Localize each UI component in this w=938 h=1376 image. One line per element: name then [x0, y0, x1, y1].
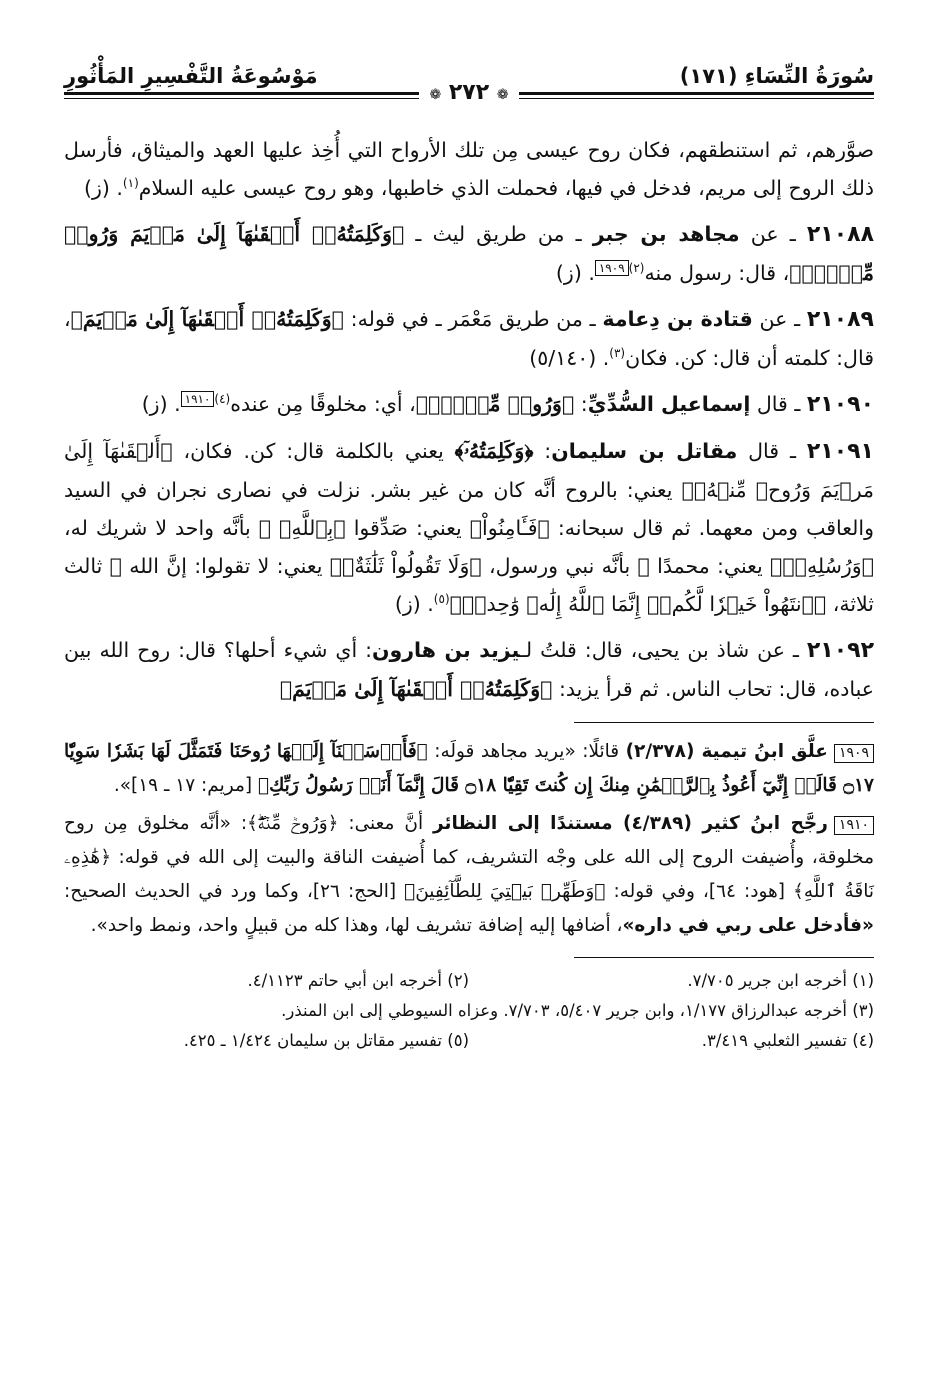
narration-21089: ٢١٠٨٩ ـ عن قتادة بن دِعامة ـ من طريق مَعْمَر ـ في قوله: ﴿وَكَلِمَتُهُۥٓ أَلۡقَىٰهَآ إِلَىٰ مَرۡيَمَ﴾، قال: كلمته أن قال: كن. فكان$^{(٣)}$. (٥/١٤٠): [64, 307, 874, 370]
quran-verse: ﴿وَكَلِمَتُهُۥٓ أَلۡقَىٰهَآ إِلَىٰ مَرۡيَمَ وَرُوحٞ مِّنۡهُۖ﴾: [64, 222, 874, 285]
footnote-separator: [574, 957, 874, 958]
commentary-ref-box: ١٩٠٩: [595, 260, 629, 276]
footnotes: [64, 966, 874, 1056]
commentary-number-box: ١٩٠٩: [834, 744, 874, 763]
footnote-row: [64, 1026, 874, 1056]
page-number-box: [419, 80, 518, 105]
narrator-name: إسماعيل السُّدِّيِّ: [587, 392, 751, 416]
narration-number: ٢١٠٨٩: [806, 307, 874, 332]
header-rule: [64, 80, 874, 105]
ornament-icon: ❁: [496, 87, 509, 103]
footnote-row: [64, 966, 874, 996]
narration-21088: ٢١٠٨٨ ـ عن مجاهد بن جبر ـ من طريق ليث ـ ﴿وَكَلِمَتُهُۥٓ أَلۡقَىٰهَآ إِلَىٰ مَرۡيَمَ وَرُوحٞ مِّنۡهُۖ﴾، قال: رسول منه$^{(٢)}$١٩٠٩. (ز): [64, 222, 874, 285]
footnote-2: (٢) أخرجه ابن أبي حاتم ٤/١١٢٣.: [247, 971, 469, 990]
commentary-lead: رجَّح ابنُ كثير (٤/٣٨٩) مستندًا إلى النظائر: [433, 813, 828, 834]
quran-verse: ﴿وَكَلِمَتُهُۥٓ﴾: [454, 439, 534, 463]
footnote-3: (٣) أخرجه عبدالرزاق ١/١٧٧، وابن جرير ٥/٤٠٧، ٧/٧٠٣. وعزاه السيوطي إلى ابن المنذر.: [281, 1001, 874, 1020]
narration-number: ٢١٠٩١: [806, 439, 874, 464]
narrator-name: يزيد بن هارون: [372, 638, 520, 662]
quran-verse: ﴿وَرُوحٞ مِّنۡهُۖ﴾: [415, 392, 575, 416]
page-number: ٢٧٢: [448, 80, 490, 105]
ornament-icon: ❁: [429, 87, 442, 103]
footnote-4: (٤) تفسير الثعلبي ٣/٤١٩.: [701, 1031, 874, 1050]
book-title: مَوْسُوعَةُ التَّفْسِيرِ المَأْثُورِ: [64, 64, 318, 88]
quran-verse: ﴿وَكَلِمَتُهُۥٓ أَلۡقَىٰهَآ إِلَىٰ مَرۡيَمَ﴾: [70, 307, 344, 331]
narrator-name: مجاهد بن جبر: [592, 222, 740, 246]
narration-21090: ٢١٠٩٠ ـ قال إسماعيل السُّدِّيِّ: ﴿وَرُوحٞ مِّنۡهُۖ﴾، أي: مخلوقًا مِن عنده$^{(٤)}$١٩١٠. (ز): [141, 392, 874, 417]
commentary-ref-box: ١٩١٠: [181, 391, 215, 407]
quran-verse: ﴿فَأَرۡسَلۡنَآ إِلَيۡهَا رُوحَنَا فَتَمَثَّلَ لَهَا بَشَرٗا سَوِيّٗا ۝١٧ قَالَتۡ إِنِّيٓ أَعُوذُ بِٱلرَّحۡمَٰنِ مِنكَ إِن كُنتَ تَقِيّٗا ۝١٨ قَالَ إِنَّمَآ أَنَا۠ رَسُولُ رَبِّكِ﴾: [64, 741, 874, 796]
footnote-5: (٥) تفسير مقاتل بن سليمان ١/٤٢٤ ـ ٤٢٥.: [183, 1031, 469, 1050]
narrator-name: قتادة بن دِعامة: [602, 307, 753, 331]
commentary-section: [64, 735, 874, 943]
narration-21091: ٢١٠٩١ ـ قال مقاتل بن سليمان: ﴿وَكَلِمَتُهُۥٓ﴾ يعني بالكلمة قال: كن. فكان، ﴿أَلۡقَىٰهَآ إِلَىٰ مَرۡيَمَ وَرُوحٞ مِّنۡهُۖ﴾ يعني: بالروح أنَّه كان من غير بشر. نزلت في نصارى نجران في السيد والعاقب ومن معهما. ثم قال سبحانه: ﴿فَـَٔامِنُواْ﴾ يعني: صَدِّقوا ﴿بِٱللَّهِ﴾ ﷻ بأنَّه واحد لا شريك له، ﴿وَرُسُلِهِۦۖ﴾ يعني: محمدًا ﷺ بأنَّه نبي ورسول، ﴿وَلَا تَقُولُواْ ثَلَٰثَةٌۚ﴾ يعني: لا تقولوا: إنَّ الله ﷻ ثالث ثلاثة، ﴿ٱنتَهُواْ خَيۡرٗا لَّكُمۡۚ إِنَّمَا ٱللَّهُ إِلَٰهٞ وَٰحِدٞۖ﴾$^{(٥)}$. (ز): [64, 439, 874, 616]
commentary-separator: [574, 722, 874, 723]
narration-21092: ٢١٠٩٢ ـ عن شاذ بن يحيى، قال: قلتُ لـيزيد بن هارون: أي شيء أحلها؟ قال: روح الله بين عباده، قال: تحاب الناس. ثم قرأ يزيد: ﴿وَكَلِمَتُهُۥٓ أَلۡقَىٰهَآ إِلَىٰ مَرۡيَمَ﴾: [64, 638, 874, 701]
main-text: [64, 131, 874, 708]
narration-number: ٢١٠٩٠: [806, 392, 874, 417]
footnote-1: (١) أخرجه ابن جرير ٧/٧٠٥.: [687, 971, 874, 990]
narration-number: ٢١٠٨٨: [806, 222, 874, 247]
narration-number: ٢١٠٩٢: [806, 638, 874, 663]
quran-verse: ﴿وَكَلِمَتُهُۥٓ أَلۡقَىٰهَآ إِلَىٰ مَرۡيَمَ﴾: [279, 677, 553, 701]
commentary-lead: علَّق ابنُ تيمية (٢/٣٧٨): [625, 741, 828, 762]
intro-paragraph: صوَّرهم، ثم استنطقهم، فكان روح عيسى مِن تلك الأرواح التي أُخِذ عليها العهد والميثاق، فأرسل ذلك الروح إلى مريم، فدخل في فيها، فحملت الذي خاطبها، وهو روح عيسى عليه السلام$^{(١)}$. (ز): [64, 138, 874, 200]
page: [64, 58, 874, 1056]
commentary-number-box: ١٩١٠: [834, 816, 874, 835]
narrator-name: مقاتل بن سليمان: [551, 439, 738, 463]
commentary-1910: ١٩١٠رجَّح ابنُ كثير (٤/٣٨٩) مستندًا إلى النظائر أنَّ معنى: ﴿وَرُوحٞ مِّنۡهُۖ﴾: «أنَّه مخلوق مِن روح مخلوقة، وأُضيفت الروح إلى الله على وجْه التشريف، كما أُضيفت الناقة والبيت إلى الله في قوله: ﴿هَٰذِهِۦ نَاقَةُ ٱللَّهِ﴾ [هود: ٦٤]، وفي قوله: ﴿وَطَهِّرۡ بَيۡتِيَ لِلطَّآئِفِينَ﴾ [الحج: ٢٦]، وكما ورد في الحديث الصحيح: «فأدخل على ربي في داره»، أضافها إليه إضافة تشريف لها، وهذا كله من قبيلٍ واحد، ونمط واحد».: [64, 813, 874, 936]
surah-title: سُورَةُ النِّسَاءِ (١٧١): [679, 64, 874, 88]
commentary-1909: ١٩٠٩علَّق ابنُ تيمية (٢/٣٧٨) قائلًا: «يريد مجاهد قولَه: ﴿فَأَرۡسَلۡنَآ إِلَيۡهَا رُوحَنَا فَتَمَثَّلَ لَهَا بَشَرٗا سَوِيّٗا ۝١٧ قَالَتۡ إِنِّيٓ أَعُوذُ بِٱلرَّحۡمَٰنِ مِنكَ إِن كُنتَ تَقِيّٗا ۝١٨ قَالَ إِنَّمَآ أَنَا۠ رَسُولُ رَبِّكِ﴾ [مريم: ١٧ ـ ١٩]».: [64, 741, 874, 796]
hadith-quote: «فأدخل على ربي في داره»: [622, 915, 874, 936]
